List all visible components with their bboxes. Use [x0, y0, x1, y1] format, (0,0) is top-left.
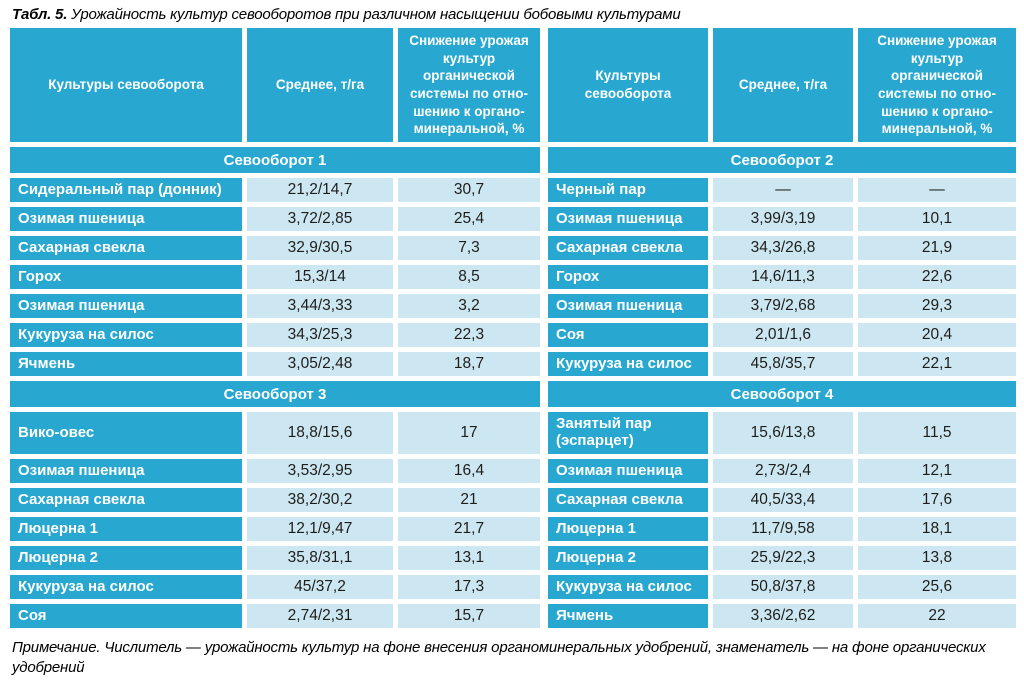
decline-value-cell: 18,7 — [398, 352, 540, 376]
crop-name-cell: Люцерна 2 — [10, 546, 242, 570]
decline-value-cell: 22 — [858, 604, 1016, 628]
decline-value-cell: 20,4 — [858, 323, 1016, 347]
decline-value-cell: 8,5 — [398, 265, 540, 289]
decline-value-cell: 17 — [398, 412, 540, 454]
decline-value-cell: 18,1 — [858, 517, 1016, 541]
decline-value-cell: 22,6 — [858, 265, 1016, 289]
average-value-cell: 12,1/9,47 — [247, 517, 393, 541]
average-value-cell: 21,2/14,7 — [247, 178, 393, 202]
average-value-cell: 32,9/30,5 — [247, 236, 393, 260]
average-value-cell: 14,6/11,3 — [713, 265, 853, 289]
crop-name-cell: Соя — [10, 604, 242, 628]
crop-name-cell: Ячмень — [10, 352, 242, 376]
table-right-half — [548, 28, 1016, 628]
average-value-cell: 3,44/3,33 — [247, 294, 393, 318]
decline-value-cell: 22,3 — [398, 323, 540, 347]
crop-name-cell: Горох — [548, 265, 708, 289]
crop-name-cell: Озимая пшеница — [548, 207, 708, 231]
section-title-rotation-4: Севооборот 4 — [548, 381, 1016, 407]
average-value-cell: 15,3/14 — [247, 265, 393, 289]
average-value-cell: 2,74/2,31 — [247, 604, 393, 628]
col-header-decline: Снижение урожая культур органической системы по отно-шению к органо-минеральной, % — [858, 28, 1016, 142]
crop-name-cell: Сахарная свекла — [10, 236, 242, 260]
decline-value-cell: — — [858, 178, 1016, 202]
crop-name-cell: Кукуруза на силос — [548, 352, 708, 376]
average-value-cell: 25,9/22,3 — [713, 546, 853, 570]
decline-value-cell: 10,1 — [858, 207, 1016, 231]
average-value-cell: 3,36/2,62 — [713, 604, 853, 628]
col-header-crop: Культуры севооборота — [548, 28, 708, 142]
average-value-cell: — — [713, 178, 853, 202]
average-value-cell: 40,5/33,4 — [713, 488, 853, 512]
decline-value-cell: 17,6 — [858, 488, 1016, 512]
crop-name-cell: Люцерна 1 — [548, 517, 708, 541]
crop-name-cell: Сахарная свекла — [548, 236, 708, 260]
crop-name-cell: Люцерна 2 — [548, 546, 708, 570]
crop-name-cell: Горох — [10, 265, 242, 289]
crop-name-cell: Озимая пшеница — [10, 207, 242, 231]
table-note-text: Числитель — урожайность культур на фоне внесения органоминеральных удобрений, знаменатель — на фоне органических удобрений — [12, 639, 986, 677]
average-value-cell: 38,2/30,2 — [247, 488, 393, 512]
crop-name-cell: Люцерна 1 — [10, 517, 242, 541]
decline-value-cell: 12,1 — [858, 459, 1016, 483]
col-header-average: Среднее, т/га — [247, 28, 393, 142]
average-value-cell: 2,01/1,6 — [713, 323, 853, 347]
decline-value-cell: 21,9 — [858, 236, 1016, 260]
decline-value-cell: 3,2 — [398, 294, 540, 318]
yield-table — [10, 28, 1016, 628]
crop-name-cell: Занятый пар (эспарцет) — [548, 412, 708, 454]
average-value-cell: 3,53/2,95 — [247, 459, 393, 483]
average-value-cell: 2,73/2,4 — [713, 459, 853, 483]
decline-value-cell: 21,7 — [398, 517, 540, 541]
average-value-cell: 3,99/3,19 — [713, 207, 853, 231]
decline-value-cell: 25,4 — [398, 207, 540, 231]
average-value-cell: 45/37,2 — [247, 575, 393, 599]
table-caption-text: Урожайность культур севооборотов при различном насыщении бобовыми культурами — [71, 6, 681, 23]
col-header-crop: Культуры севооборота — [10, 28, 242, 142]
table-left-half — [10, 28, 540, 628]
crop-name-cell: Сидеральный пар (донник) — [10, 178, 242, 202]
crop-name-cell: Озимая пшеница — [10, 459, 242, 483]
decline-value-cell: 30,7 — [398, 178, 540, 202]
crop-name-cell: Сахарная свекла — [548, 488, 708, 512]
crop-name-cell: Черный пар — [548, 178, 708, 202]
average-value-cell: 15,6/13,8 — [713, 412, 853, 454]
decline-value-cell: 7,3 — [398, 236, 540, 260]
crop-name-cell: Кукуруза на силос — [10, 575, 242, 599]
average-value-cell: 34,3/25,3 — [247, 323, 393, 347]
crop-name-cell: Озимая пшеница — [548, 294, 708, 318]
table-caption — [12, 6, 1014, 24]
page — [0, 6, 1024, 681]
average-value-cell: 3,72/2,85 — [247, 207, 393, 231]
crop-name-cell: Кукуруза на силос — [10, 323, 242, 347]
decline-value-cell: 11,5 — [858, 412, 1016, 454]
average-value-cell: 35,8/31,1 — [247, 546, 393, 570]
decline-value-cell: 29,3 — [858, 294, 1016, 318]
crop-name-cell: Вико-овес — [10, 412, 242, 454]
average-value-cell: 3,05/2,48 — [247, 352, 393, 376]
average-value-cell: 3,79/2,68 — [713, 294, 853, 318]
decline-value-cell: 15,7 — [398, 604, 540, 628]
average-value-cell: 11,7/9,58 — [713, 517, 853, 541]
crop-name-cell: Кукуруза на силос — [548, 575, 708, 599]
table-caption-label: Табл. 5. — [12, 6, 68, 23]
crop-name-cell: Озимая пшеница — [548, 459, 708, 483]
table-note-label: Примечание. — [12, 639, 101, 656]
decline-value-cell: 17,3 — [398, 575, 540, 599]
average-value-cell: 34,3/26,8 — [713, 236, 853, 260]
crop-name-cell: Озимая пшеница — [10, 294, 242, 318]
decline-value-cell: 21 — [398, 488, 540, 512]
col-header-average: Среднее, т/га — [713, 28, 853, 142]
average-value-cell: 45,8/35,7 — [713, 352, 853, 376]
average-value-cell: 18,8/15,6 — [247, 412, 393, 454]
section-title-rotation-1: Севооборот 1 — [10, 147, 540, 173]
crop-name-cell: Соя — [548, 323, 708, 347]
decline-value-cell: 22,1 — [858, 352, 1016, 376]
decline-value-cell: 25,6 — [858, 575, 1016, 599]
decline-value-cell: 13,8 — [858, 546, 1016, 570]
col-header-decline: Снижение урожая культур органической системы по отно-шению к органо-минеральной, % — [398, 28, 540, 142]
crop-name-cell: Сахарная свекла — [10, 488, 242, 512]
section-title-rotation-2: Севооборот 2 — [548, 147, 1016, 173]
decline-value-cell: 16,4 — [398, 459, 540, 483]
crop-name-cell: Ячмень — [548, 604, 708, 628]
decline-value-cell: 13,1 — [398, 546, 540, 570]
section-title-rotation-3: Севооборот 3 — [10, 381, 540, 407]
average-value-cell: 50,8/37,8 — [713, 575, 853, 599]
table-note — [12, 638, 1010, 679]
